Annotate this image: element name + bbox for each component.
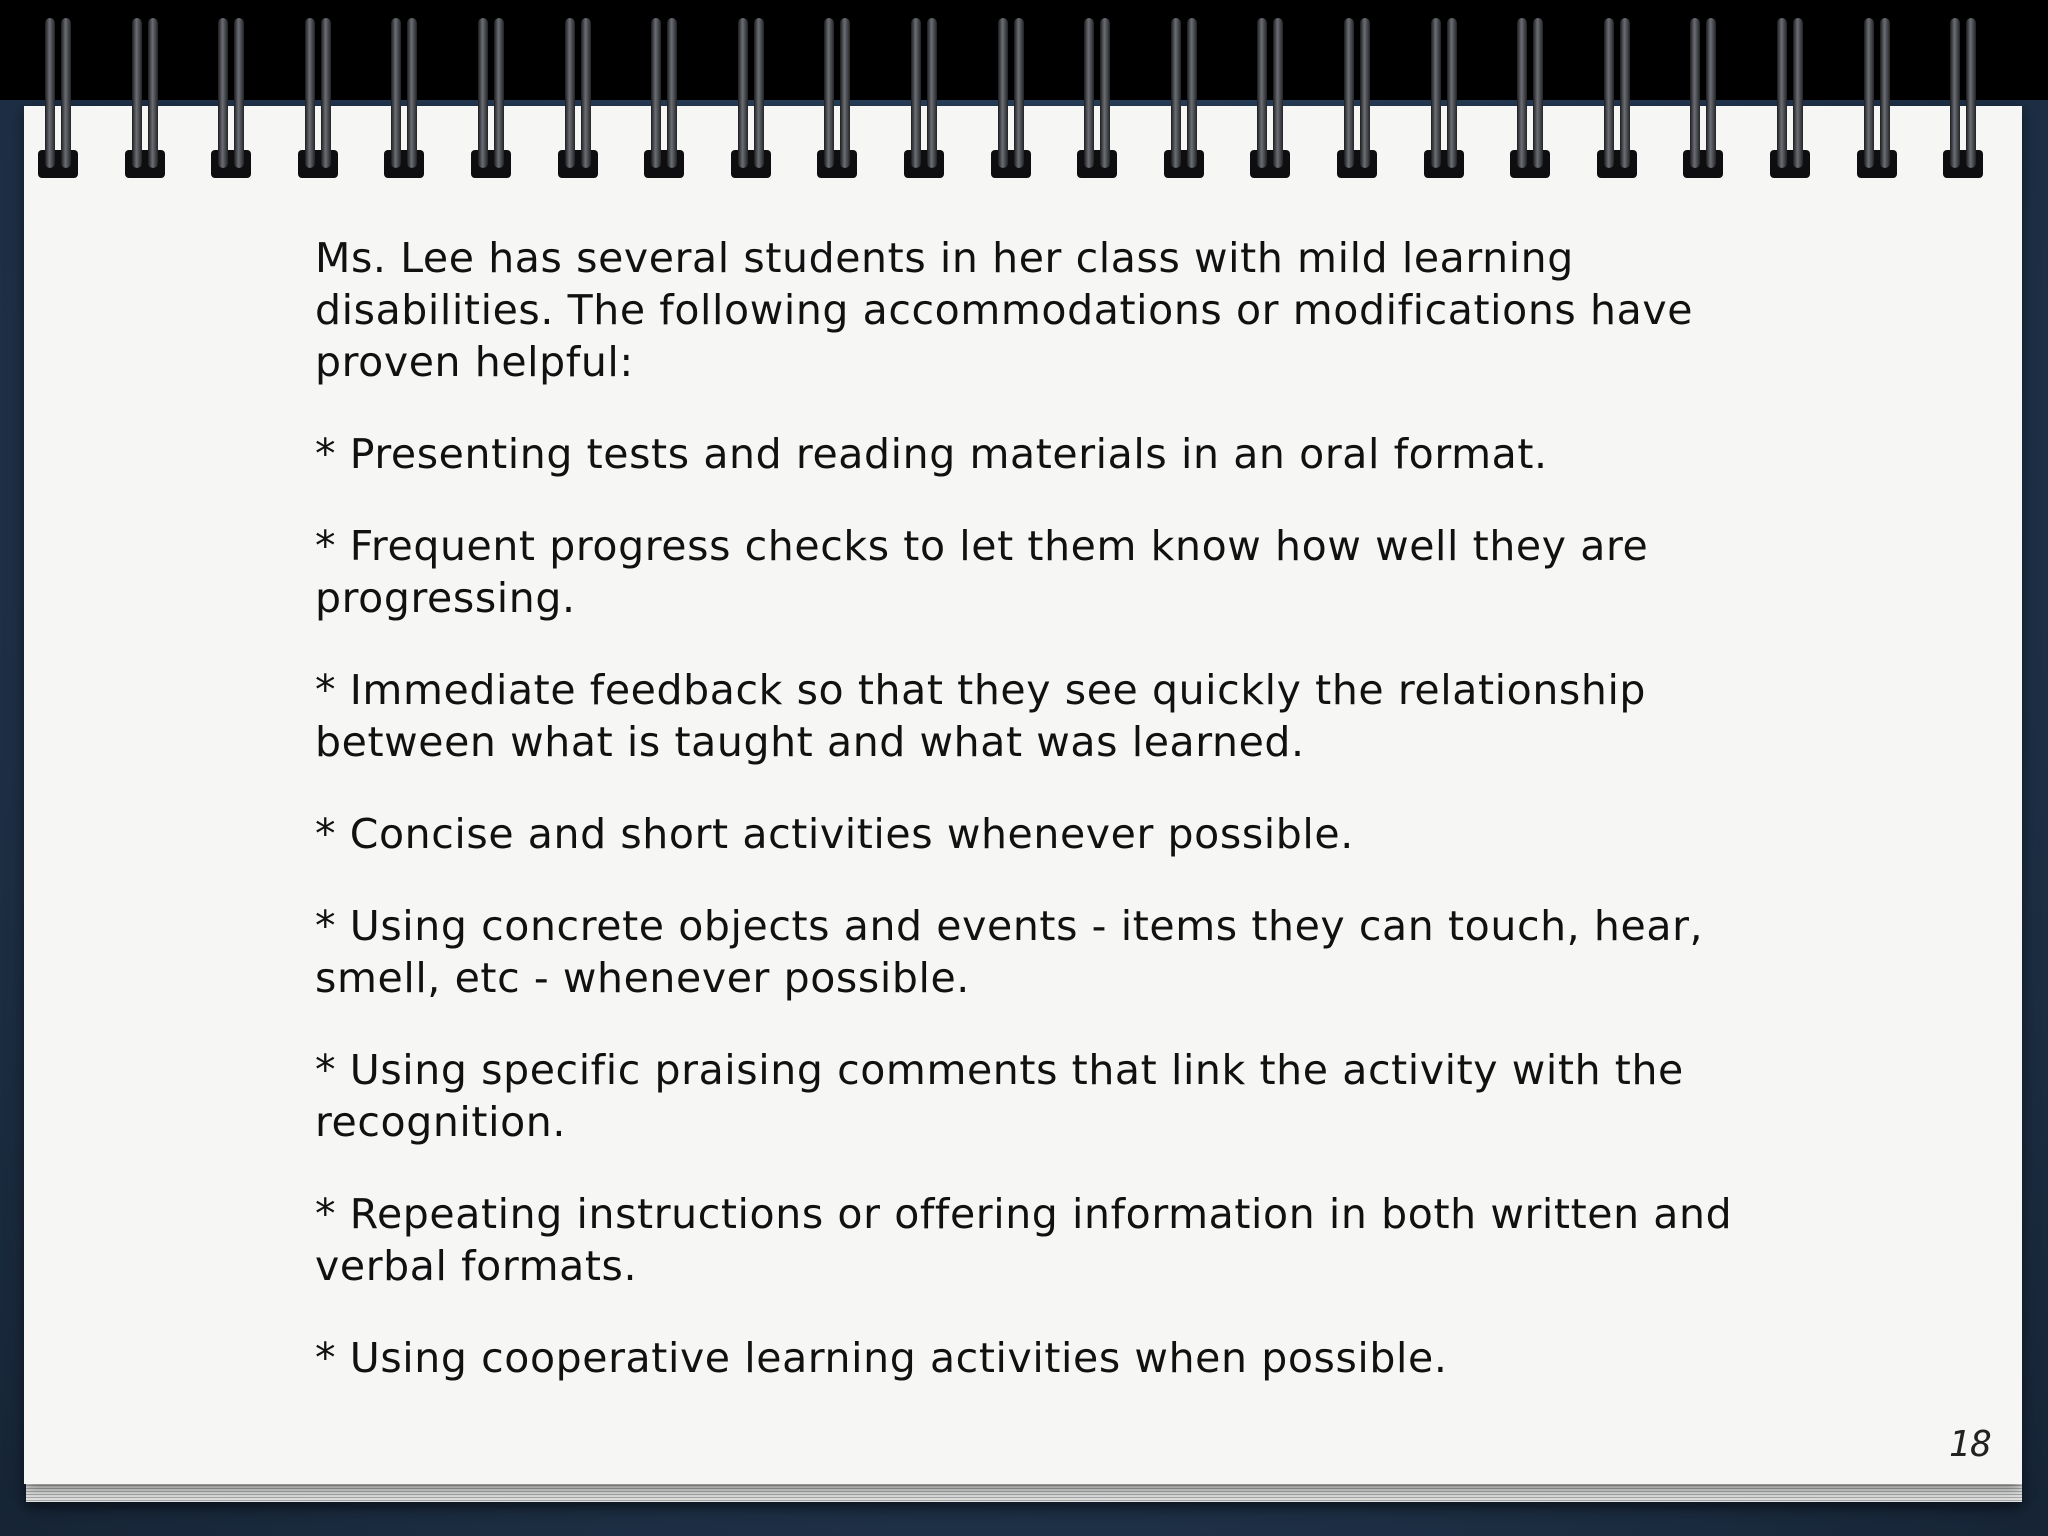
list-item-concrete-objects: * Using concrete objects and events - items they can touch, hear, smell, etc - whenever possible. bbox=[315, 902, 1704, 1002]
top-backdrop bbox=[0, 0, 2048, 100]
list-item-concise-activities: * Concise and short activities whenever possible. bbox=[315, 810, 1354, 858]
list-item-progress-checks: * Frequent progress checks to let them know how well they are progressing. bbox=[315, 522, 1649, 622]
slide-body bbox=[315, 232, 1775, 1424]
list-item-oral-format: * Presenting tests and reading materials in an oral format. bbox=[315, 430, 1548, 478]
list-item-specific-praise: * Using specific praising comments that link the activity with the recognition. bbox=[315, 1046, 1684, 1146]
list-item-repeating-instructions: * Repeating instructions or offering information in both written and verbal formats. bbox=[315, 1190, 1733, 1290]
list-item-cooperative-learning: * Using cooperative learning activities when possible. bbox=[315, 1334, 1448, 1382]
page-number: 18 bbox=[1948, 1424, 1992, 1465]
intro-paragraph: Ms. Lee has several students in her class with mild learning disabilities. The following accommodations or modifications have proven helpful: bbox=[315, 234, 1694, 386]
list-item-immediate-feedback: * Immediate feedback so that they see quickly the relationship between what is taught and what was learned. bbox=[315, 666, 1647, 766]
